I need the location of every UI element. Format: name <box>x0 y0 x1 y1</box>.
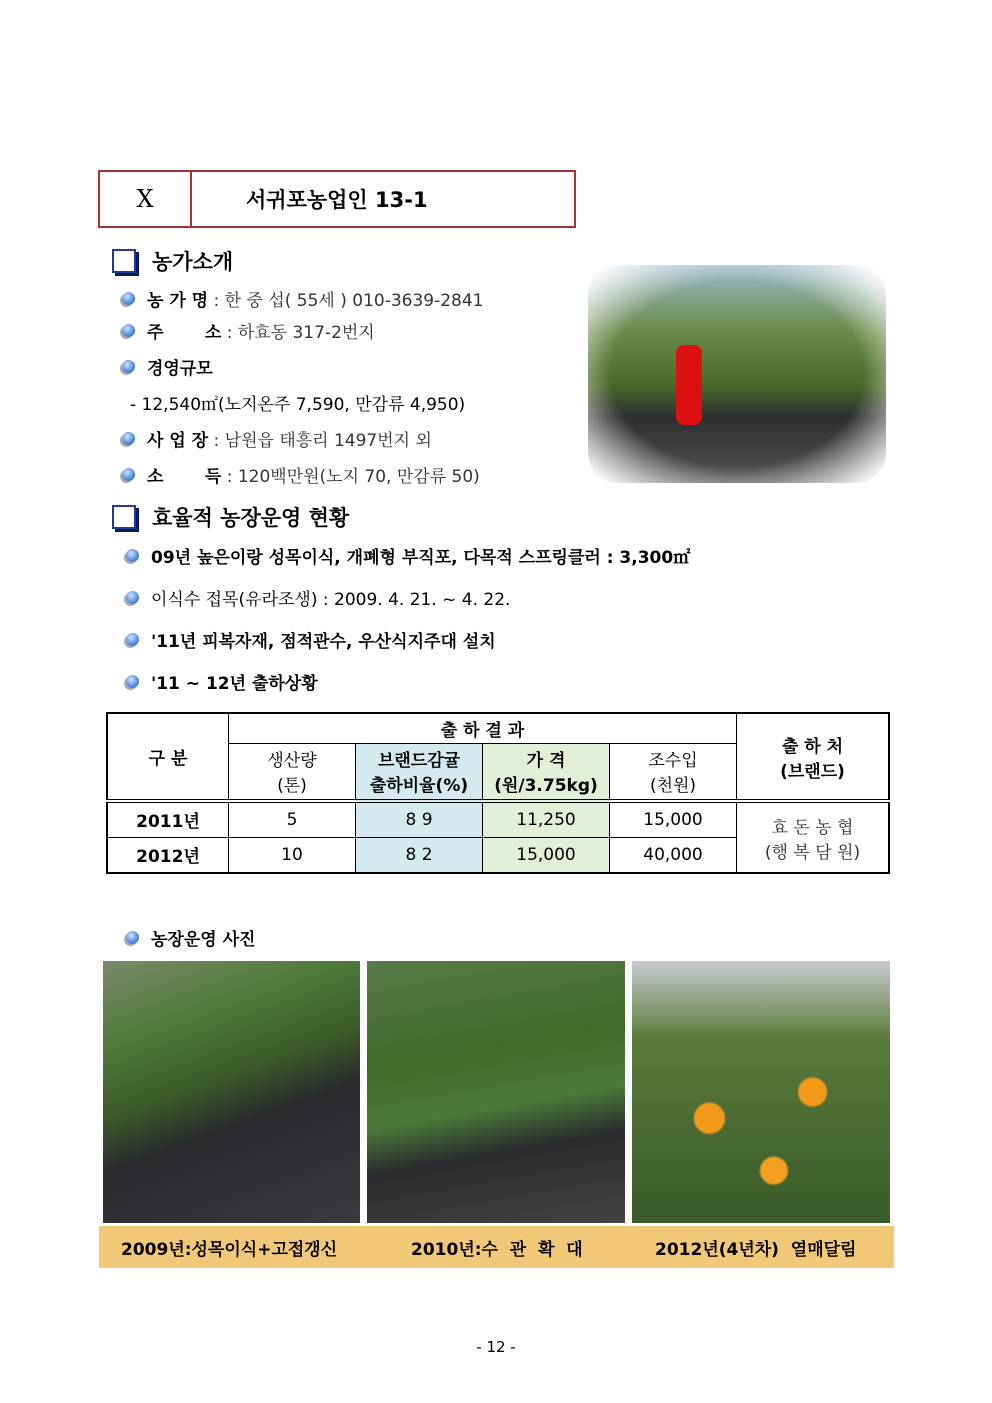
line: (원/3.75kg) <box>494 776 598 797</box>
line: (행 복 담 원) <box>764 842 861 863</box>
checkbox-square-icon <box>112 505 136 529</box>
business-site <box>122 426 432 451</box>
line: (톤) <box>277 776 307 797</box>
table-row <box>107 801 889 837</box>
text: 농장운영 사진 <box>151 930 256 950</box>
value: : 하효동 317-2번지 <box>226 323 375 343</box>
photo-captions <box>99 1226 894 1268</box>
checkbox-square-icon <box>112 249 136 273</box>
line: 출 하 처 <box>781 736 844 757</box>
price: 11,250 <box>483 801 610 837</box>
page-title: 서귀포농업인 13-1 <box>192 170 576 228</box>
operation-item <box>126 627 496 652</box>
group-header: 출 하 결 과 <box>229 713 737 743</box>
section-title: 효율적 농장운영 현황 <box>152 506 350 530</box>
line: 조수입 <box>648 751 698 772</box>
line: (브랜드) <box>780 761 845 782</box>
text: 이식수 접목(유라조생) : 2009. 4. 21. ~ 4. 22. <box>151 590 511 610</box>
income <box>122 462 480 487</box>
chapter-number: X <box>98 170 192 228</box>
farmer-photo <box>588 265 886 483</box>
bullet-icon <box>126 549 139 562</box>
header-revenue <box>610 743 737 801</box>
bullet-icon <box>122 360 135 373</box>
header-ratio <box>356 743 483 801</box>
revenue: 40,000 <box>610 837 737 873</box>
header-production <box>229 743 356 801</box>
ratio: 8 9 <box>356 801 483 837</box>
header-price <box>483 743 610 801</box>
year: 2012년 <box>107 837 229 873</box>
farmer-name <box>122 286 484 311</box>
bullet-icon <box>122 292 135 305</box>
caption-2009: 2009년:성목이식+고접갱신 <box>121 1239 338 1260</box>
destination <box>737 801 890 873</box>
text: 09년 높은이랑 성목이식, 개폐형 부직포, 다목적 스프링클러 : 3,300㎡ <box>151 548 691 568</box>
text: '11년 피복자재, 점적관수, 우산식지주대 설치 <box>151 632 496 652</box>
bullet-icon <box>122 324 135 337</box>
operation-item <box>126 585 510 610</box>
operation-item <box>126 543 690 568</box>
text: '11 ~ 12년 출하상황 <box>151 674 318 694</box>
page-number: - 12 - <box>476 1338 516 1356</box>
label: 경영규모 <box>147 359 213 379</box>
operation-item <box>126 669 318 694</box>
line: 효 돈 농 협 <box>771 817 854 838</box>
line: (천원) <box>649 776 697 797</box>
year: 2011년 <box>107 801 229 837</box>
bullet-icon <box>126 633 139 646</box>
line: 출하비율(%) <box>369 776 469 797</box>
photo-2009 <box>103 961 360 1223</box>
farmer-figure <box>676 345 702 425</box>
price: 15,000 <box>483 837 610 873</box>
photo-2012 <box>632 961 890 1223</box>
line: 가 격 <box>526 751 566 772</box>
photos-title <box>126 925 255 950</box>
label: 주 소 <box>147 323 222 343</box>
value: : 120백만원(노지 70, 만감류 50) <box>226 467 480 487</box>
revenue: 15,000 <box>610 801 737 837</box>
section-farm-intro <box>112 246 233 276</box>
production: 5 <box>229 801 356 837</box>
line: 브랜드감귤 <box>377 751 461 772</box>
value: : 한 중 섭( 55세 ) 010-3639-2841 <box>213 291 484 311</box>
line: 생산량 <box>267 751 317 772</box>
col-division: 구 분 <box>107 713 229 801</box>
label: 농 가 명 <box>147 291 209 311</box>
label: 소 득 <box>147 467 222 487</box>
dest-header <box>737 713 890 801</box>
label: 사 업 장 <box>147 431 209 451</box>
bullet-icon <box>126 675 139 688</box>
scale-value: - 12,540㎡(노지온주 7,590, 만감류 4,950) <box>130 395 466 415</box>
section-title: 농가소개 <box>152 250 234 274</box>
caption-2010: 2010년:수 관 확 대 <box>411 1239 583 1260</box>
scale <box>122 354 213 379</box>
address <box>122 318 375 343</box>
bullet-icon <box>122 468 135 481</box>
ratio: 8 2 <box>356 837 483 873</box>
shipment-table <box>106 712 890 874</box>
photo-2010 <box>367 961 625 1223</box>
bullet-icon <box>122 432 135 445</box>
bullet-icon <box>126 591 139 604</box>
production: 10 <box>229 837 356 873</box>
section-farm-operation <box>112 502 349 532</box>
bullet-icon <box>126 931 139 944</box>
caption-2012: 2012년(4년차) 열매달림 <box>655 1239 857 1260</box>
value: : 남원읍 태흥리 1497번지 외 <box>213 431 432 451</box>
